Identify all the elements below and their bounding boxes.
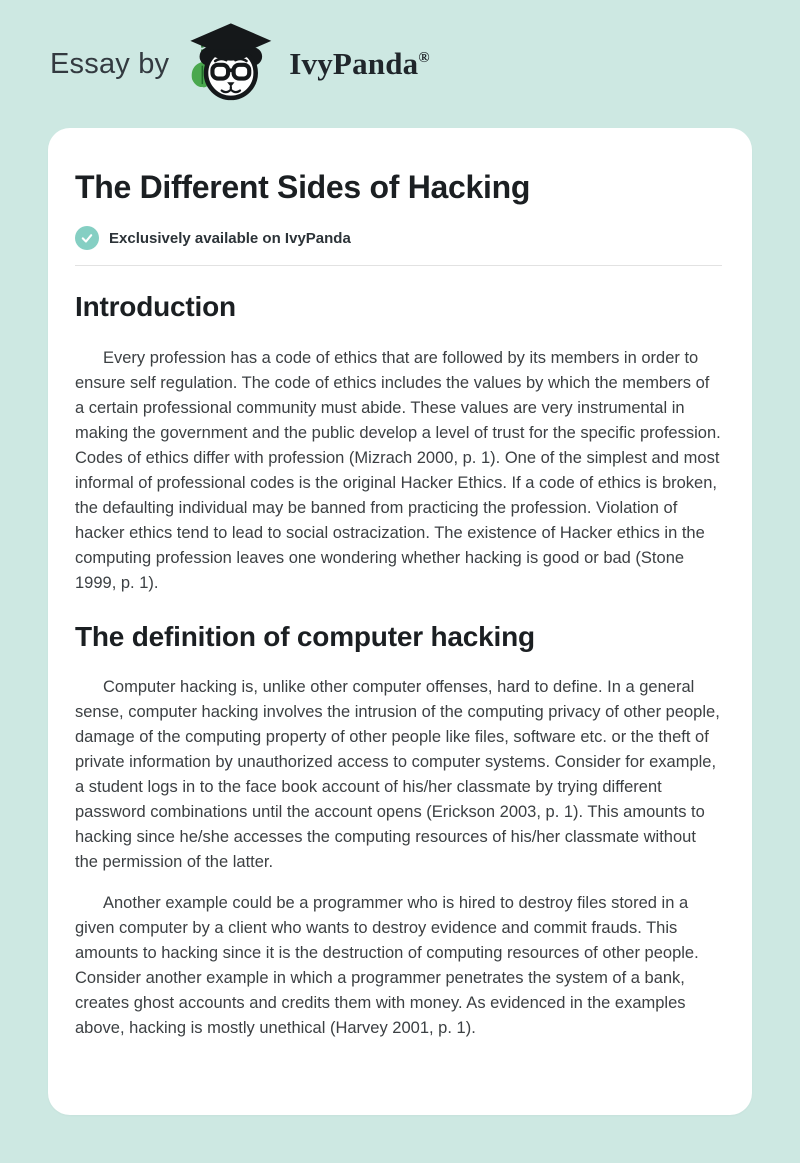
- section-heading-definition: The definition of computer hacking: [75, 620, 535, 652]
- exclusive-badge: [75, 226, 722, 250]
- section-heading-introduction: Introduction: [75, 291, 236, 323]
- check-icon: [75, 226, 99, 250]
- paragraph: Every profession has a code of ethics that are followed by its members in order to ensure self regulation. The code of ethics includes the values by which the members of a certain professional community must abide. These values are very instrumental in making the government and the public develop a level of trust for the specific profession. Codes of ethics differ with profession (Mizrach 2000, p. 1). One of the simplest and most informal of professional codes is the original Hacker Ethics. If a code of ethics is broken, the defaulting individual may be banned from practicing the profession. Violation of hacker ethics tend to lead to social ostracization. The existence of Hacker ethics in the computing profession leaves one wondering whether hacking is good or bad (Stone 1999, p. 1).: [75, 348, 721, 592]
- registered-mark: ®: [418, 50, 430, 66]
- panda-graduate-icon: [183, 21, 275, 108]
- essay-card: [48, 128, 752, 1115]
- essay-by-label: Essay by: [50, 47, 170, 80]
- paragraph: Another example could be a programmer who is hired to destroy files stored in a given computer by a client who wants to destroy evidence and commit frauds. This amounts to hacking since it is the destruction of computing resources of other people. Consider another example in which a programmer penetrates the system of a bank, creates ghost accounts and credits them with money. As evidenced in the examples above, hacking is mostly unethical (Harvey 2001, p. 1).: [75, 893, 699, 1037]
- paragraph: Computer hacking is, unlike other computer offenses, hard to define. In a general sense, computer hacking involves the intrusion of the computing privacy of other people, damage of the computing property of other people like files, software etc. or the theft of private information by unauthorized access to computer systems. Consider for example, a student logs in to the face book account of his/her classmate by trying different password combinations until the account opens (Erickson 2003, p. 1). This amounts to hacking since he/she accesses the computing resources of his/her classmate without the permission of the latter.: [75, 677, 720, 871]
- site-header: [48, 0, 752, 128]
- exclusive-badge-label: Exclusively available on IvyPanda: [109, 229, 351, 247]
- brand-name: IvyPanda: [289, 46, 419, 81]
- brand-wordmark: [289, 46, 430, 82]
- essay-title: The Different Sides of Hacking: [75, 169, 531, 205]
- divider: [75, 265, 722, 266]
